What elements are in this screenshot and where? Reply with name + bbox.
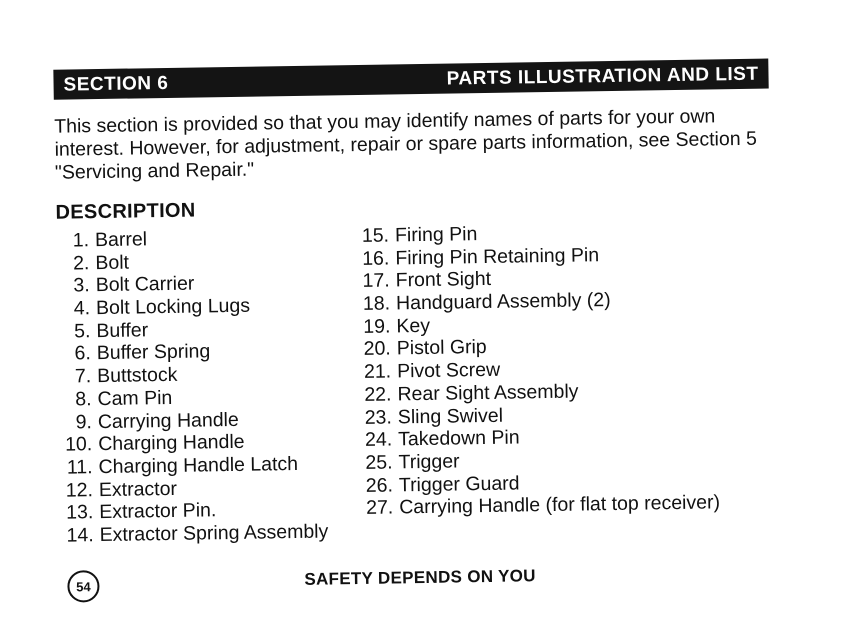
part-number: 5. <box>74 319 91 343</box>
part-name: Charging Handle <box>98 430 245 456</box>
part-number: 11. <box>66 456 93 479</box>
part-number: 2. <box>72 251 90 275</box>
part-number: 19. <box>363 315 391 338</box>
part-number: 14. <box>66 524 94 547</box>
part-name: Front Sight <box>395 268 492 292</box>
part-number: 13. <box>66 501 94 524</box>
part-number: 18. <box>362 292 391 315</box>
part-name: Charging Handle Latch <box>98 452 299 478</box>
part-name: Carrying Handle (for flat top receiver) <box>399 491 721 519</box>
section-header-bar <box>53 59 768 100</box>
description-heading: DESCRIPTION <box>55 199 196 224</box>
part-number: 9. <box>75 410 93 433</box>
section-label: SECTION 6 <box>63 72 169 96</box>
part-number: 15. <box>361 224 390 247</box>
part-name: Takedown Pin <box>398 426 520 451</box>
page-number: 54 <box>76 578 91 594</box>
part-name: Buttstock <box>96 363 178 388</box>
footer-slogan: SAFETY DEPENDS ON YOU <box>304 566 536 589</box>
part-name: Buffer <box>96 319 149 342</box>
part-number: 17. <box>362 269 390 293</box>
part-name: Rear Sight Assembly <box>397 380 579 406</box>
section-title: PARTS ILLUSTRATION AND LIST <box>446 63 759 90</box>
part-number: 24. <box>364 428 393 452</box>
part-number: 6. <box>74 342 91 365</box>
part-name: Firing Pin Retaining Pin <box>395 243 600 270</box>
part-name: Trigger <box>398 450 460 474</box>
parts-list-right <box>351 219 720 520</box>
part-name: Handguard Assembly (2) <box>395 289 611 315</box>
part-number: 23. <box>364 405 393 429</box>
part-name: Bolt Carrier <box>95 272 195 297</box>
page-number-badge <box>67 570 99 602</box>
part-name: Bolt <box>95 251 130 274</box>
parts-list-left <box>51 226 329 548</box>
part-name: Sling Swivel <box>397 404 504 428</box>
part-number: 26. <box>365 474 394 497</box>
part-number: 1. <box>72 229 90 252</box>
part-name: Firing Pin <box>394 223 478 247</box>
part-name: Buffer Spring <box>96 340 211 365</box>
part-number: 21. <box>363 360 392 384</box>
part-number: 25. <box>365 451 393 474</box>
part-name: Pivot Screw <box>396 358 501 383</box>
part-name: Bolt Locking Lugs <box>95 294 251 320</box>
part-number: 4. <box>73 297 91 320</box>
part-name: Barrel <box>94 228 148 252</box>
part-name: Carrying Handle <box>97 408 239 433</box>
part-name: Extractor <box>98 477 178 501</box>
part-number: 27. <box>365 496 394 520</box>
part-number: 16. <box>362 247 390 270</box>
part-name: Key <box>396 314 431 338</box>
part-number: 20. <box>363 337 391 361</box>
part-name: Trigger Guard <box>398 472 520 496</box>
part-number: 22. <box>364 383 392 406</box>
part-name: Extractor Spring Assembly <box>99 520 329 546</box>
part-item <box>55 520 328 547</box>
part-number: 8. <box>75 387 92 411</box>
part-number: 7. <box>74 365 92 388</box>
part-name: Cam Pin <box>97 386 173 410</box>
part-number: 3. <box>73 274 90 297</box>
part-number: 12. <box>65 478 94 502</box>
part-name: Pistol Grip <box>396 336 487 360</box>
part-number: 10. <box>64 433 93 456</box>
intro-paragraph: This section is provided so that you may identify names of parts for your own interest. However, for adjustment, repair or spare parts information, see Section 5 "Servicing and Repair." <box>54 105 758 184</box>
part-item <box>54 452 327 479</box>
part-item <box>355 492 720 520</box>
part-name: Extractor Pin. <box>99 499 217 524</box>
